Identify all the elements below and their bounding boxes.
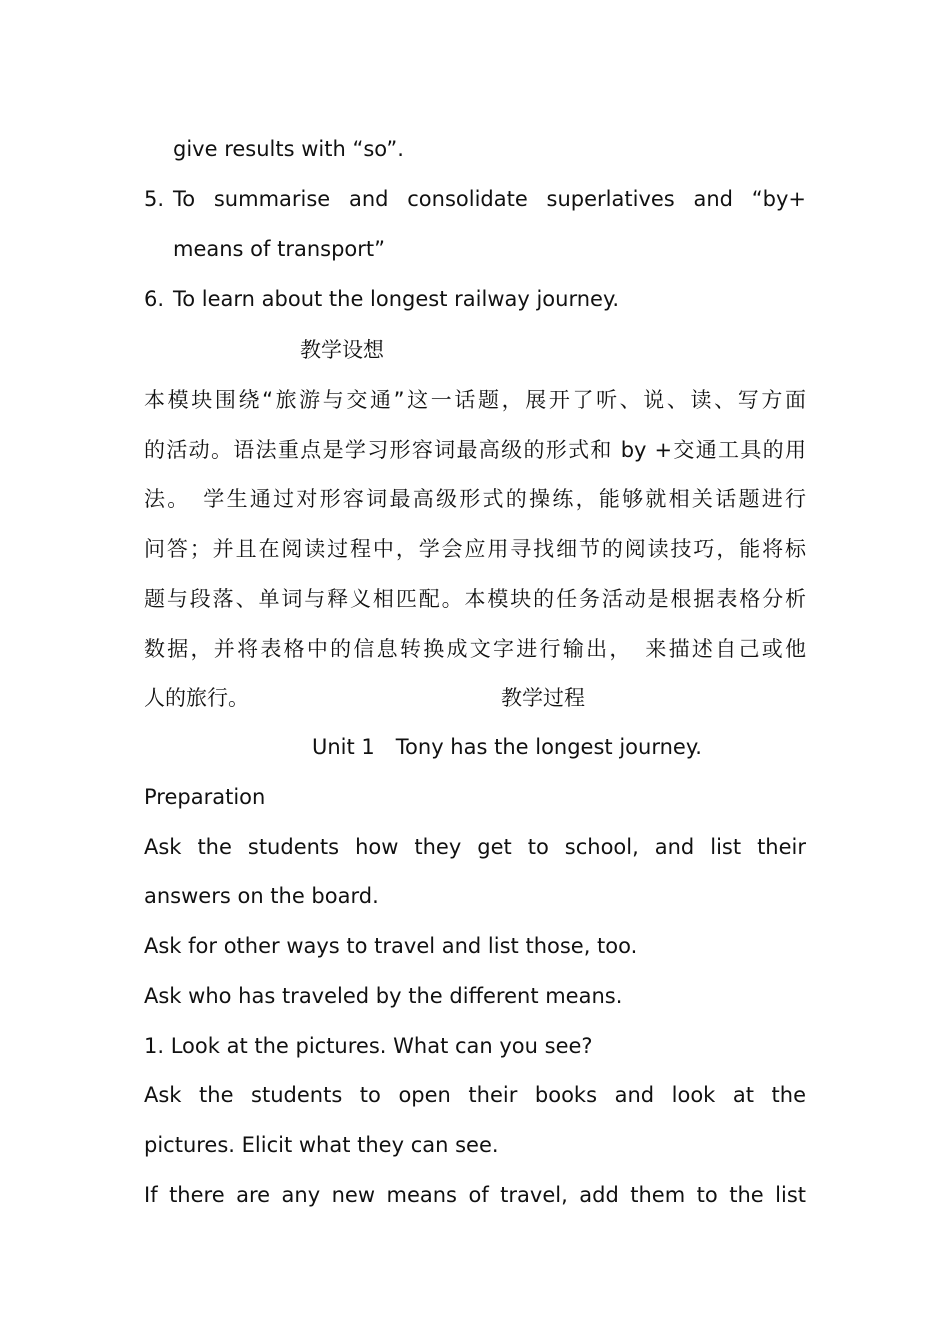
step-1-heading: 1. Look at the pictures. What can you see?: [144, 1034, 593, 1058]
process-heading: 教学过程: [501, 686, 585, 710]
design-line-3: 法。 学生通过对形容词最高级形式的操练，能够就相关话题进行: [144, 487, 806, 511]
objective-4-tail: give results with “so”.: [173, 137, 404, 161]
design-line-4: 问答；并且在阅读过程中，学会应用寻找细节的阅读技巧，能将标: [144, 537, 806, 561]
objective-5-number: 5.: [144, 187, 165, 211]
design-line-2: 的活动。语法重点是学习形容词最高级的形式和 by +交通工具的用: [144, 438, 806, 462]
step-1-p1-line-2: pictures. Elicit what they can see.: [144, 1133, 499, 1157]
preparation-p1-line-1: Ask the students how they get to school, and list their: [144, 835, 806, 859]
objective-5-line-2: means of transport”: [173, 237, 385, 261]
design-line-5: 题与段落、单词与释义相匹配。本模块的任务活动是根据表格分析: [144, 587, 806, 611]
objective-6-text: To learn about the longest railway journey.: [173, 287, 620, 311]
design-line-1: 本模块围绕“旅游与交通”这一话题，展开了听、说、读、写方面: [144, 388, 806, 412]
objective-6-number: 6.: [144, 287, 165, 311]
design-heading: 教学设想: [300, 338, 384, 362]
preparation-p2: Ask for other ways to travel and list those, too.: [144, 934, 638, 958]
preparation-p3: Ask who has traveled by the different means.: [144, 984, 623, 1008]
objective-5-line-1: To summarise and consolidate superlatives and “by+: [173, 187, 806, 211]
step-1-p2-line-1: If there are any new means of travel, add them to the list: [144, 1183, 806, 1207]
preparation-p1-line-2: answers on the board.: [144, 884, 379, 908]
unit-title: Unit 1 Tony has the longest journey.: [312, 735, 702, 759]
objective-5: [144, 185, 806, 213]
step-1-p1-line-1: Ask the students to open their books and look at the: [144, 1083, 806, 1107]
preparation-heading: Preparation: [144, 785, 266, 809]
design-last-line: 人的旅行。: [144, 686, 249, 710]
design-line-6: 数据，并将表格中的信息转换成文字进行输出， 来描述自己或他: [144, 637, 806, 661]
objective-6: [144, 285, 806, 313]
